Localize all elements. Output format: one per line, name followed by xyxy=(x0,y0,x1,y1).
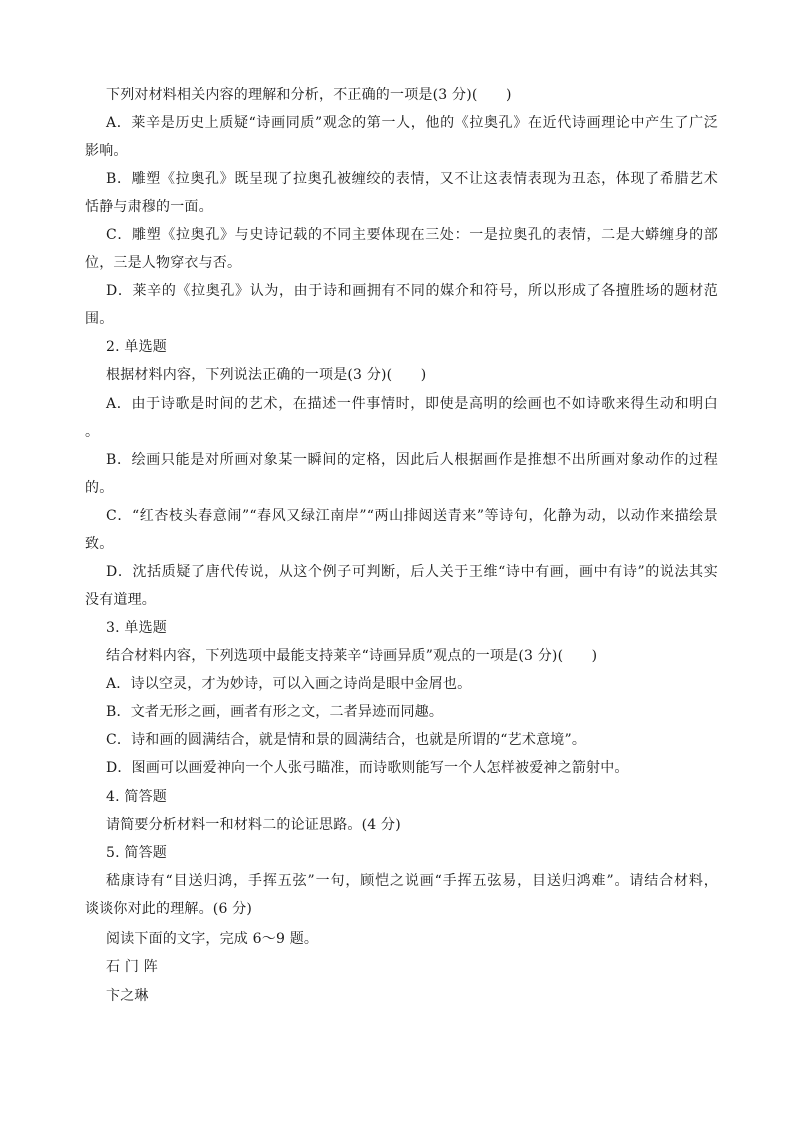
q4-stem: 请简要分析材料一和材料二的论证思路。(4 分) xyxy=(106,817,401,833)
q1-option-b-cont: 恬静与肃穆的一面。 xyxy=(85,199,213,215)
q5-stem: 嵇康诗有“目送归鸿，手挥五弦”一句，顾恺之说画“手挥五弦易，目送归鸿难”。请结合材料， xyxy=(106,873,718,889)
q3-type: 3. 单选题 xyxy=(106,620,168,636)
q1-option-a-cont: 影响。 xyxy=(85,143,128,159)
reading-author: 卞之琳 xyxy=(106,988,149,1004)
q2-option-c-cont: 致。 xyxy=(85,536,114,552)
q2-option-b-cont: 的。 xyxy=(85,480,114,496)
reading-intro: 阅读下面的文字，完成 6～9 题。 xyxy=(106,931,319,947)
q1-option-c: C．雕塑《拉奥孔》与史诗记载的不同主要体现在三处：一是拉奥孔的表情，二是大蟒缠身的部 xyxy=(106,227,718,243)
q5-type: 5. 简答题 xyxy=(106,845,168,861)
q1-stem: 下列对材料相关内容的理解和分析，不正确的一项是(3 分)( ) xyxy=(106,87,512,103)
q3-stem: 结合材料内容，下列选项中最能支持莱辛“诗画异质”观点的一项是(3 分)( ) xyxy=(106,648,598,664)
q2-option-b: B．绘画只能是对所画对象某一瞬间的定格，因此后人根据画作是推想不出所画对象动作的过程 xyxy=(106,452,718,468)
q1-option-d: D．莱辛的《拉奥孔》认为，由于诗和画拥有不同的媒介和符号，所以形成了各擅胜场的题材范 xyxy=(106,283,718,299)
q2-option-d-cont: 没有道理。 xyxy=(85,592,156,608)
reading-title: 石 门 阵 xyxy=(106,959,158,975)
q3-option-c: C．诗和画的圆满结合，就是情和景的圆满结合，也就是所谓的“艺术意境”。 xyxy=(106,732,587,748)
q3-option-d: D．图画可以画爱神向一个人张弓瞄准，而诗歌则能写一个人怎样被爱神之箭射中。 xyxy=(106,760,629,776)
q2-option-a-cont: 。 xyxy=(85,424,100,440)
q1-option-a: A．莱辛是历史上质疑“诗画同质”观念的第一人，他的《拉奥孔》在近代诗画理论中产生了广泛 xyxy=(106,115,718,131)
q1-option-b: B．雕塑《拉奥孔》既呈现了拉奥孔被缠绞的表情，又不让这表情表现为丑态，体现了希腊艺术 xyxy=(106,171,718,187)
q2-option-a: A．由于诗歌是时间的艺术，在描述一件事情时，即使是高明的绘画也不如诗歌来得生动和明白 xyxy=(106,396,718,412)
q5-stem-cont: 谈谈你对此的理解。(6 分) xyxy=(85,901,253,917)
q1-option-d-cont: 围。 xyxy=(85,311,114,327)
q2-stem: 根据材料内容，下列说法正确的一项是(3 分)( ) xyxy=(106,367,427,383)
q1-option-c-cont: 位，三是人物穿衣与否。 xyxy=(85,255,242,271)
q3-option-a: A．诗以空灵，才为妙诗，可以入画之诗尚是眼中金屑也。 xyxy=(106,676,472,692)
q2-option-c: C．“红杏枝头春意闹”“春风又绿江南岸”“两山排闼送青来”等诗句，化静为动，以动作来描绘景 xyxy=(106,508,718,524)
q4-type: 4. 简答题 xyxy=(106,789,168,805)
q2-type: 2. 单选题 xyxy=(106,339,168,355)
q3-option-b: B．文者无形之画，画者有形之文，二者异迹而同趣。 xyxy=(106,704,444,720)
q2-option-d: D．沈括质疑了唐代传说，从这个例子可判断，后人关于王维“诗中有画，画中有诗”的说法其实 xyxy=(106,564,718,580)
